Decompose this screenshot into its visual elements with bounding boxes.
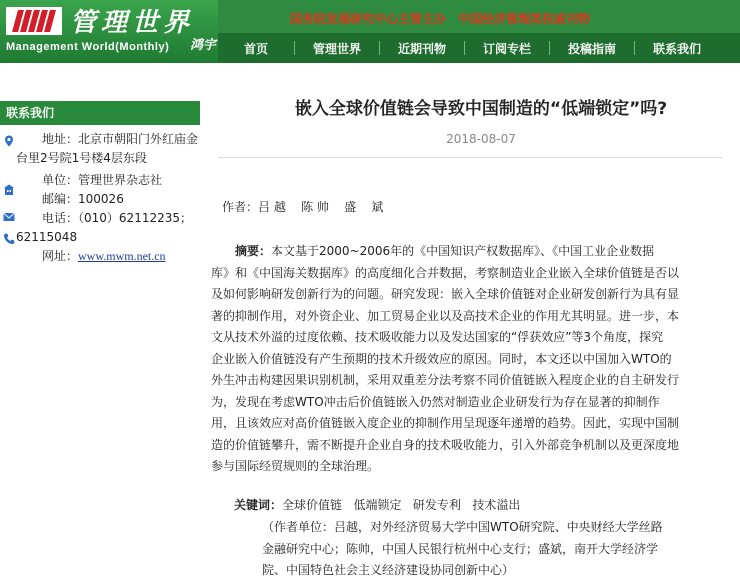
article-title: 嵌入全球价值链会导致中国制造的“低端锁定”吗? (294, 99, 668, 119)
tagline-sponsor: 国务院发展研究中心主管主办 (290, 12, 447, 26)
address-line-1: 地址：北京市朝阳门外红庙金 (42, 132, 199, 146)
tagline-authority: 中国经济管理类权威刊物 (458, 12, 591, 26)
header-tagline (290, 10, 602, 27)
website-link[interactable]: www.mwm.net.cn (78, 249, 166, 263)
postcode-row: 邮编：100026 (42, 192, 124, 206)
unit-row: 单位：管理世界杂志社 (42, 173, 163, 187)
nav-submission-guide[interactable]: 投稿指南 (567, 41, 616, 56)
phone-icon (3, 233, 15, 245)
building-icon (3, 184, 15, 196)
address-line-2: 台里2号院1号楼4层东段 (16, 151, 147, 165)
article-date: 2018-08-07 (446, 132, 516, 146)
author-affiliations: （作者单位：吕越，对外经济贸易大学中国WTO研究院、中央财经大学丝路 金融研究中心；陈帅，中国人民银行杭州中心支行；盛斌，南开大学经济学 院、中国特色社会主义经济建设协同创新中心） (262, 520, 663, 577)
article-authors: 作者：吕 越 陈 帅 盛 斌 (222, 200, 384, 214)
website-row: 网址：www.mwm.net.cn (42, 249, 166, 263)
nav-subscription[interactable]: 订阅专栏 (482, 41, 531, 56)
sidebar-heading: 联系我们 (0, 101, 200, 125)
location-pin-icon (3, 135, 15, 147)
mail-icon (3, 211, 15, 223)
logo-english-title: Management World(Monthly) (6, 41, 170, 53)
main-nav (218, 33, 740, 63)
title-divider (218, 157, 722, 158)
site-header (0, 0, 740, 63)
logo-title: 管理世界 (70, 8, 195, 38)
nav-recent-issues[interactable]: 近期刊物 (397, 41, 446, 56)
article-abstract: 摘要：本文基于2000~2006年的《中国知识产权数据库》、《中国工业企业数据 库》和《中国海关数据库》的高度细化合并数据，考察制造业企业嵌入全球价值链是否以 及如何影响研发创新行为的问题。研究发现：嵌入全球价值链对企业研发创新行为具有显 著的抑制作用，对外资企业、加工贸易企业以及高技术企业的作用尤其明显。进一步，本 文从技术外溢的过度依赖、技术吸收能力以及发达国家的“俘获效应”等3个角度，探究 企业嵌入价值链没有产生预期的技术升级效应的原因。同时，本文还以中国加入WTO的 外生冲击构建因果识别机制，采用双重差分法考察不同价值链嵌入程度企业的自主研发行 为，发现在考虑WTO冲击后价值链嵌入仍然对制造业企业研发行为存在显著的抑制作 用，且该效应对高价值链嵌入度企业的抑制作用呈现逐年递增的趋势。因此，实现中国制 造的价值链攀升，需不断提升企业自身的技术吸收能力，引入外部竞争机制以及更深度地 参与国际经贸规则的全球治理。 (211, 244, 680, 473)
nav-management-world[interactable]: 管理世界 (312, 41, 361, 56)
logo-signature: 鸿宇 (190, 38, 217, 53)
logo-mark-icon (6, 7, 62, 35)
site-logo[interactable] (0, 0, 218, 63)
nav-home[interactable]: 首页 (243, 41, 268, 56)
nav-contact-us[interactable]: 联系我们 (652, 41, 701, 56)
article-keywords: 关键词：全球价值链 低端锁定 研发专利 技术溢出 (234, 498, 521, 512)
phone-row: 电话：（010）62112235； (42, 211, 192, 225)
abstract-label: 摘要： (235, 244, 272, 258)
phone-row-2: 62115048 (16, 230, 78, 244)
